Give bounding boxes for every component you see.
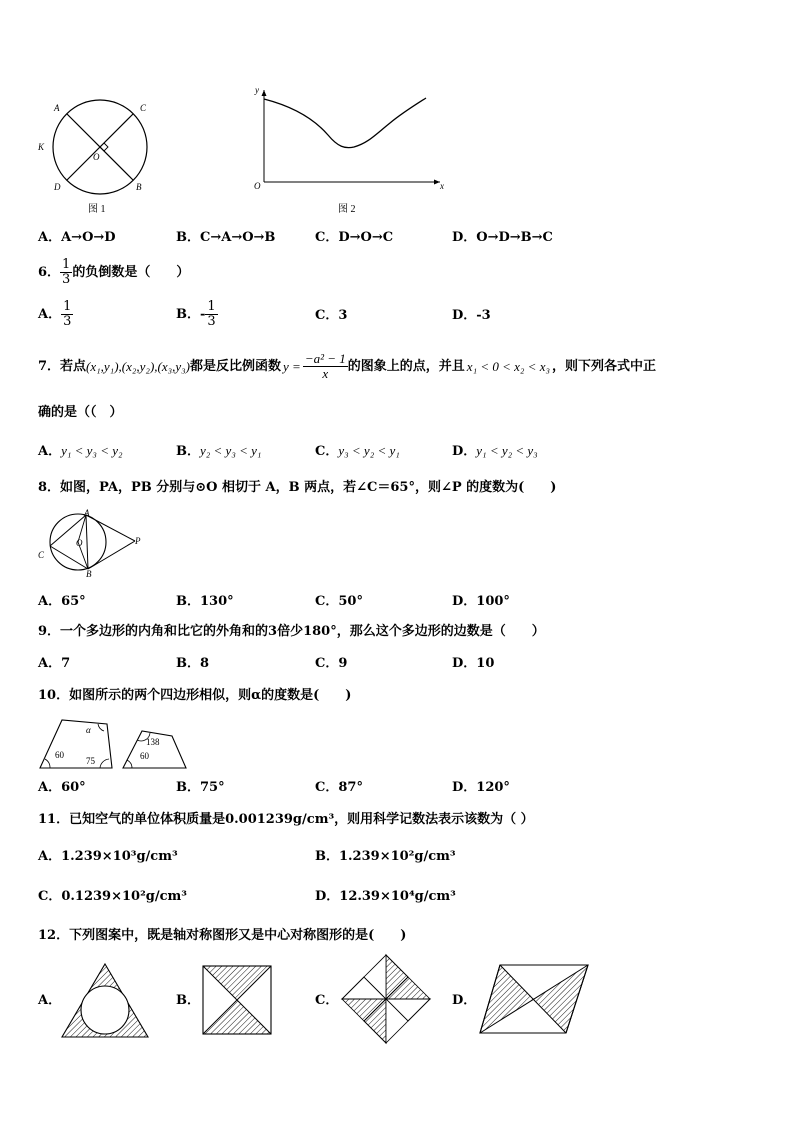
q6-option-b-num: 1 [207, 299, 216, 314]
q7-option-a [38, 443, 123, 460]
fig2-label-y: y [255, 85, 259, 95]
q7-cond: x₁ < 0 < x₂ < x₃ [466, 358, 550, 374]
q5-option-c: C．D→O→C [315, 230, 394, 245]
q12-option-b: B． [176, 993, 200, 1008]
fig2-label-o: O [254, 181, 261, 191]
fig1-caption: 图 1 [88, 204, 106, 215]
q7-tail: 的图象上的点，并且 [347, 358, 465, 374]
fig1-label-c: C [140, 103, 147, 113]
q12-figure-b [201, 964, 273, 1036]
q5-option-a: A．A→O→D [38, 230, 116, 245]
q7-func-frac [303, 352, 348, 381]
q10-label-60-left: 60 [55, 750, 64, 760]
fig1-label-a: A [54, 103, 60, 113]
q7-option-c [315, 443, 400, 460]
q7-points: (x₁,y₁),(x₂,y₂),(x₃,y₃) [86, 358, 191, 374]
q6-option-a-num: 1 [63, 299, 72, 314]
q6-option-a [38, 300, 73, 329]
q11-option-b: B．1.239×10²g/cm³ [315, 849, 456, 864]
figure-1 [38, 95, 168, 215]
q8-label-a: A [84, 508, 90, 518]
fig2-caption: 图 2 [338, 204, 356, 215]
fig1-label-k: K [38, 142, 45, 152]
q7-end: ，则下列各式中正 [551, 358, 656, 374]
q6-option-b [176, 300, 218, 329]
q9-option-d: D．10 [452, 656, 495, 671]
q5-option-d: D．O→D→B→C [452, 230, 553, 245]
q6-frac-num: 1 [62, 257, 71, 272]
fig2-label-x: x [440, 181, 444, 191]
q8-label-b: B [86, 569, 92, 579]
q8-label-o: O [76, 538, 83, 548]
q6-option-b-den: 3 [207, 314, 216, 329]
q6-option-a-frac [61, 300, 73, 329]
q7-option-b-value: y₂ < y₃ < y₁ [200, 443, 262, 458]
q7-mid: 都是反比例函数 [190, 358, 282, 374]
q10-option-a: A．60° [38, 780, 86, 795]
q10-option-b: B．75° [176, 780, 225, 795]
q10-option-d: D．120° [452, 780, 510, 795]
q10-question: 10．如图所示的两个四边形相似，则α的度数是( ) [38, 688, 352, 703]
q6-option-b-frac [205, 300, 217, 329]
q7-option-a-value: y₁ < y₃ < y₂ [61, 443, 123, 458]
q9-option-a: A．7 [38, 656, 71, 671]
q7-option-a-label: A． [38, 444, 62, 459]
q12-figure-a [60, 962, 150, 1040]
q12-option-c: C． [315, 993, 339, 1008]
q8-label-c: C [38, 550, 45, 560]
fig1-label-b: B [136, 182, 142, 192]
q10-label-75: 75 [86, 756, 95, 766]
figure-2 [250, 85, 450, 200]
q6-option-a-den: 3 [63, 314, 72, 329]
q12-question: 12．下列图案中，既是轴对称图形又是中心对称图形的是( ) [38, 928, 407, 943]
q10-label-138: 138 [146, 737, 160, 747]
q6-number: 6． [38, 264, 61, 280]
q8-option-c: C．50° [315, 594, 363, 609]
q9-option-c: C．9 [315, 656, 348, 671]
q8-option-a: A．65° [38, 594, 86, 609]
q6-option-a-label: A． [38, 306, 62, 322]
fig1-label-o: O [93, 152, 100, 162]
q11-question: 11．已知空气的单位体积质量是0.001239g/cm³，则用科学记数法表示该数为（ ） [38, 812, 534, 827]
q7-option-d-value: y₁ < y₂ < y₃ [476, 443, 538, 458]
q7-option-c-value: y₃ < y₂ < y₁ [338, 443, 400, 458]
q7-func-lhs: y = [283, 358, 301, 374]
q7-option-d-label: D． [452, 444, 477, 459]
q7-option-d [452, 443, 538, 460]
q6-fraction [60, 258, 72, 287]
q6-frac-den: 3 [62, 272, 71, 287]
q7-question [38, 352, 656, 381]
q9-option-b: B．8 [176, 656, 210, 671]
q12-option-d: D． [452, 993, 477, 1008]
q8-question: 8．如图，PA，PB 分别与⊙O 相切于 A，B 两点，若∠C＝65°，则∠P 的度数为( ) [38, 480, 557, 495]
q5-option-b: B．C→A→O→B [176, 230, 276, 245]
q7-line2: 确的是（（ ） [38, 405, 123, 420]
q8-option-b: B．130° [176, 594, 234, 609]
q10-figure [38, 714, 208, 774]
q11-option-a: A．1.239×10³g/cm³ [38, 849, 178, 864]
q11-option-c: C．0.1239×10²g/cm³ [38, 889, 187, 904]
q6-option-d: D．-3 [452, 308, 491, 323]
q11-option-d: D．12.39×10⁴g/cm³ [315, 889, 456, 904]
q6-question [38, 258, 189, 287]
q6-option-b-label: B．- [176, 306, 206, 322]
fig1-label-d: D [54, 182, 61, 192]
q9-question: 9．一个多边形的内角和比它的外角和的3倍少180°，那么这个多边形的边数是（ ） [38, 624, 545, 639]
q8-option-d: D．100° [452, 594, 510, 609]
q10-label-60-right: 60 [140, 751, 149, 761]
q10-label-alpha: α [86, 725, 91, 735]
q7-option-b [176, 443, 261, 460]
q7-func-num: −a² − 1 [304, 351, 346, 366]
q8-label-p: P [135, 536, 141, 546]
q12-figure-d [478, 963, 590, 1035]
q6-option-c: C．3 [315, 308, 348, 323]
q10-option-c: C．87° [315, 780, 363, 795]
q12-option-a: A． [38, 993, 62, 1008]
q7-option-b-label: B． [176, 444, 200, 459]
q12-figure-c [338, 953, 434, 1047]
q6-text: 的负倒数是（ ） [72, 264, 190, 280]
q7-option-c-label: C． [315, 444, 339, 459]
q7-func-den: x [322, 366, 329, 381]
q7-number: 7．若点 [38, 358, 87, 374]
q8-figure [38, 508, 148, 578]
